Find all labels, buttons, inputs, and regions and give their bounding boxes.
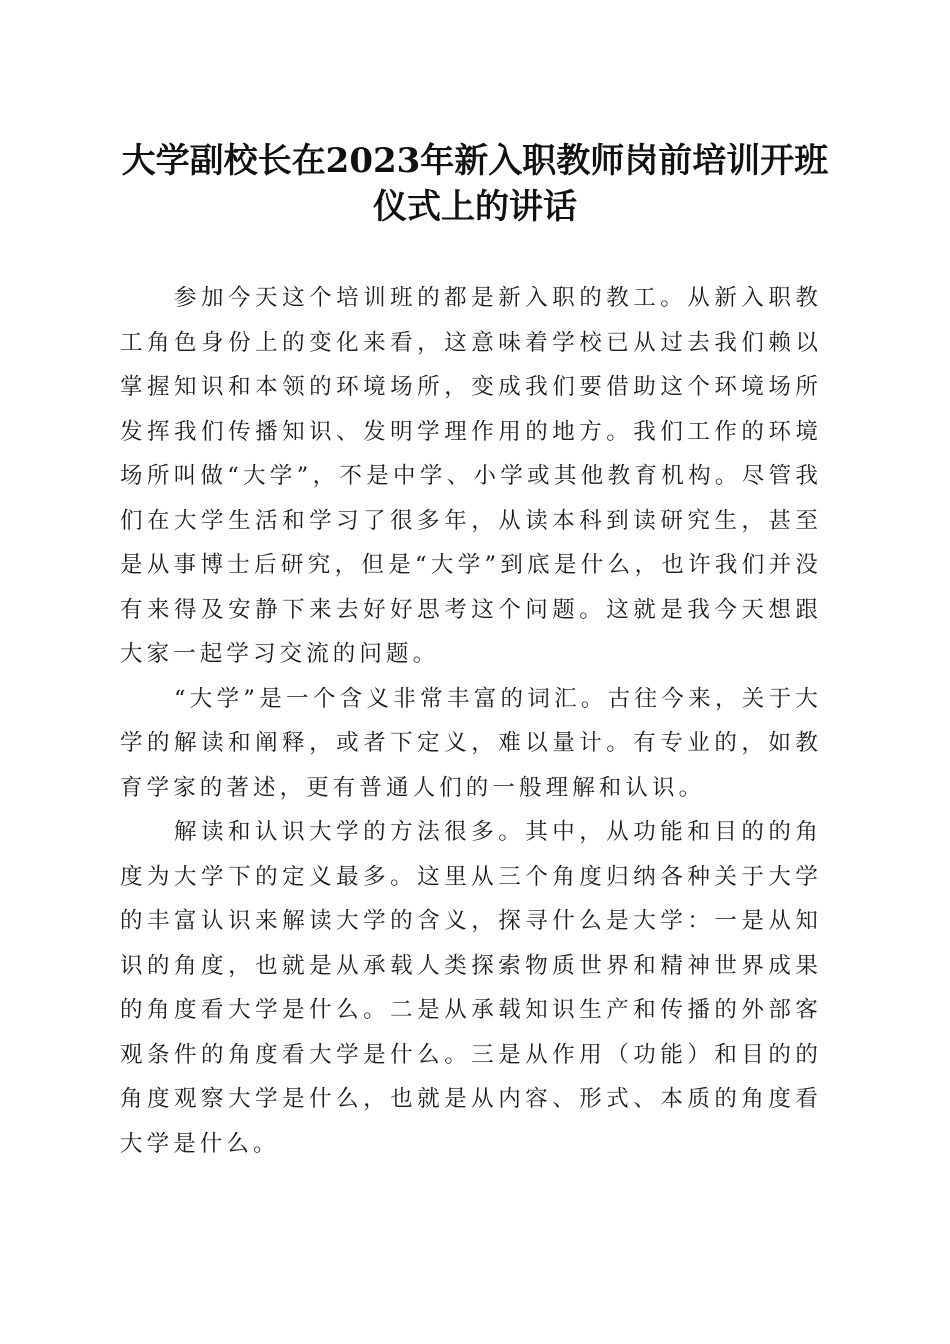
- paragraph-3: 解读和认识大学的方法很多。其中，从功能和目的的角度为大学下的定义最多。这里从三个角度归纳各种关于大学的丰富认识来解读大学的含义，探寻什么是大学：一是从知识的角度，也就是从承载人类探索物质世界和精神世界成果的角度看大学是什么。二是从承载知识生产和传播的外部客观条件的角度看大学是什么。三是从作用（功能）和目的的角度观察大学是什么，也就是从内容、形式、本质的角度看大学是什么。: [120, 819, 822, 1157]
- paragraph-2: “大学”是一个含义非常丰富的词汇。古往今来，关于大学的解读和阐释，或者下定义，难以量计。有专业的，如教育学家的著述，更有普通人们的一般理解和认识。: [120, 685, 822, 801]
- document-title: 大学副校长在2023年新入职教师岗前培训开班仪式上的讲话: [121, 141, 829, 227]
- paragraph-1: 参加今天这个培训班的都是新入职的教工。从新入职教工角色身份上的变化来看，这意味着学校已从过去我们赖以掌握知识和本领的环境场所，变成我们要借助这个环境场所发挥我们传播知识、发明学理作用的地方。我们工作的环境场所叫做“大学”，不是中学、小学或其他教育机构。尽管我们在大学生活和学习了很多年，从读本科到读研究生，甚至是从事博士后研究，但是“大学”到底是什么，也许我们并没有来得及安静下来去好好思考这个问题。这就是我今天想跟大家一起学习交流的问题。: [120, 285, 822, 667]
- document-body: [120, 276, 822, 1166]
